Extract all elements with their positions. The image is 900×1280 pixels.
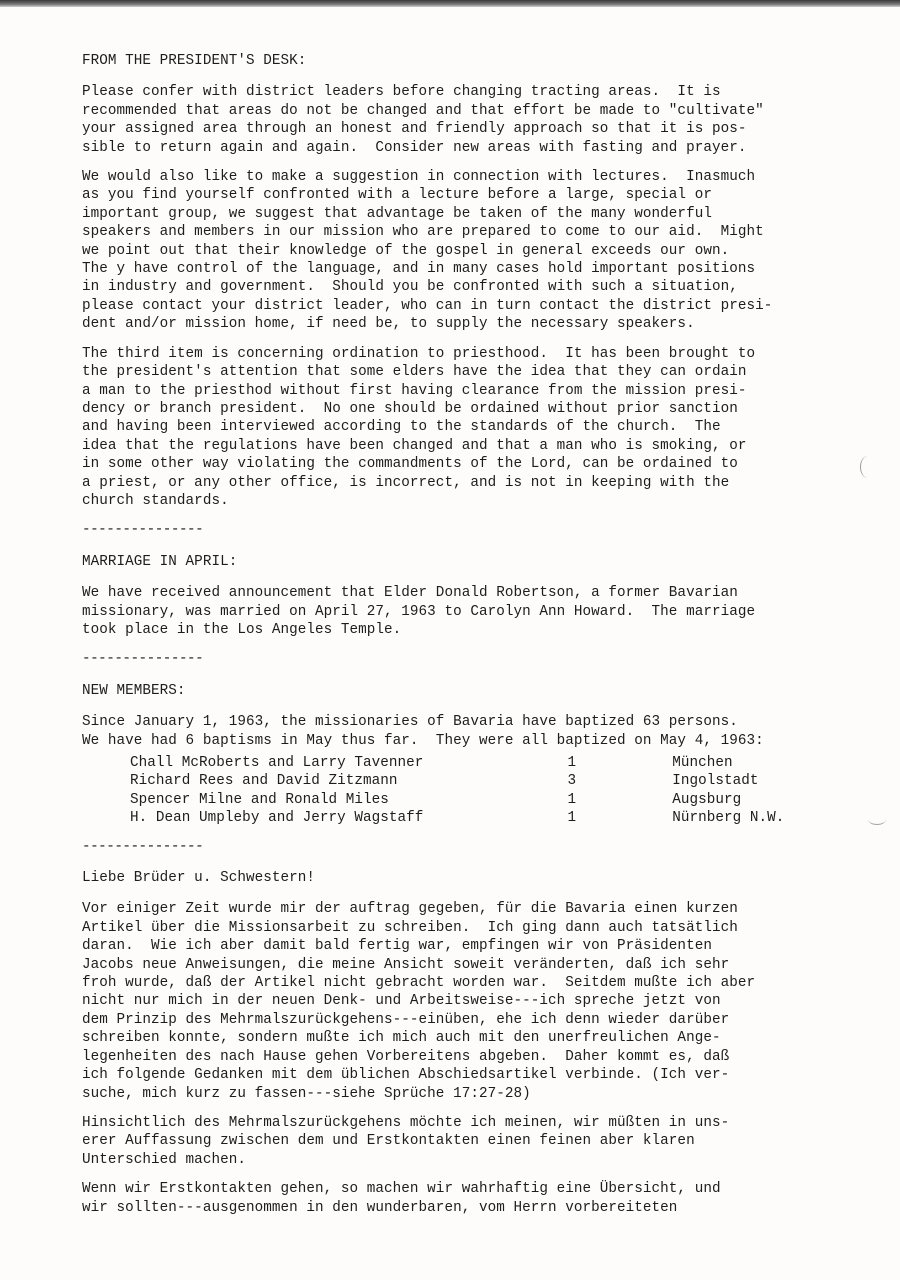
section-heading-presidents-desk: FROM THE PRESIDENT'S DESK: (82, 53, 307, 69)
text-line: in industry and government. Should you be confronted with such a situation, (82, 279, 738, 296)
baptism-count-cell: 1 (567, 791, 577, 808)
margin-pencil-mark (860, 456, 875, 478)
table-row (130, 754, 872, 772)
section-heading-marriage: MARRIAGE IN APRIL: (82, 553, 238, 570)
city-cell: Augsburg (672, 791, 742, 808)
section-separator: --------------- (82, 651, 204, 668)
text-line: the president's attention that some elders have the idea that they can ordain (82, 364, 747, 381)
text-line: We have received announcement that Elder Donald Robertson, a former Bavarian (82, 585, 738, 602)
text-line: froh wurde, daß der Artikel nicht gebracht worden war. Seitdem mußte ich aber (82, 975, 756, 992)
text-line: legenheiten des nach Hause gehen Vorbereitens abgeben. Daher kommt es, daß (82, 1048, 730, 1065)
paragraph-new-members (82, 713, 872, 750)
text-line: Artikel über die Missionsarbeit zu schreiben. Ich ging dann auch tatsätlich (82, 919, 738, 936)
paragraph-lectures (82, 168, 872, 334)
text-line: nicht nur mich in der neuen Denk- und Arbeitsweise---ich spreche jetzt von (82, 993, 721, 1010)
missionary-names-cell: H. Dean Umpleby and Jerry Wagstaff (130, 810, 424, 827)
text-line: Please confer with district leaders before changing tracting areas. It is (82, 84, 721, 101)
text-line: your assigned area through an honest and friendly approach so that it is pos- (82, 121, 747, 138)
paragraph-tracting-areas (82, 83, 872, 157)
text-line: as you find yourself confronted with a lecture before a large, special or (82, 187, 712, 204)
table-row (130, 791, 872, 809)
scan-edge (0, 0, 900, 7)
city-cell: Nürnberg N.W. (672, 810, 785, 827)
greeting-line: Liebe Brüder u. Schwestern! (82, 870, 315, 887)
baptism-count-cell: 1 (567, 755, 577, 771)
table-row (130, 809, 872, 827)
text-line: and having been interviewed according to the standards of the church. The (82, 419, 721, 436)
city-cell: München (672, 755, 733, 771)
text-line: Jacobs neue Anweisungen, die meine Ansicht soweit veränderten, daß ich sehr (82, 956, 730, 973)
text-line: daran. Wie ich aber damit bald fertig war, empfingen wir von Präsidenten (82, 938, 712, 955)
text-line: dent and/or mission home, if need be, to supply the necessary speakers. (82, 316, 695, 333)
missionary-names-cell: Spencer Milne and Ronald Miles (130, 791, 389, 808)
text-line: The y have control of the language, and in many cases hold important positions (82, 261, 756, 278)
text-line: We would also like to make a suggestion in connection with lectures. Inasmuch (82, 169, 756, 186)
text-line: sible to return again and again. Consider new areas with fasting and prayer. (82, 139, 747, 156)
paragraph-german-first-contacts (82, 1180, 872, 1217)
text-line: Vor einiger Zeit wurde mir der auftrag gegeben, für die Bavaria einen kurzen (82, 901, 738, 918)
section-heading-new-members: NEW MEMBERS: (82, 682, 186, 699)
text-line: ich folgende Gedanken mit dem üblichen Abschiedsartikel verbinde. (Ich ver- (82, 1067, 730, 1084)
text-line: recommended that areas do not be changed and that effort be made to "cultivate" (82, 102, 764, 119)
table-row (130, 772, 872, 790)
text-line: missionary, was married on April 27, 1963 to Carolyn Ann Howard. The marriage (82, 603, 756, 620)
text-line: Unterschied machen. (82, 1151, 246, 1168)
section-separator: --------------- (82, 522, 204, 539)
text-line: dency or branch president. No one should be ordained without prior sanction (82, 400, 738, 417)
text-line: please contact your district leader, who can in turn contact the district presi- (82, 297, 773, 314)
text-line: in some other way violating the commandments of the Lord, can be ordained to (82, 456, 738, 473)
baptism-count-cell: 3 (567, 773, 577, 790)
text-line: Wenn wir Erstkontakten gehen, so machen wir wahrhaftig eine Übersicht, und (82, 1181, 721, 1198)
city-cell: Ingolstadt (672, 773, 759, 790)
paragraph-german-intro (82, 900, 872, 1102)
text-line: We have had 6 baptisms in May thus far. They were all baptized on May 4, 1963: (82, 732, 764, 749)
missionary-names-cell: Chall McRoberts and Larry Tavenner (130, 755, 424, 771)
paragraph-ordination (82, 345, 872, 511)
text-line: church standards. (82, 492, 229, 509)
text-line: speakers and members in our mission who are prepared to come to our aid. Might (82, 224, 764, 241)
baptism-roster-table (130, 754, 872, 828)
text-line: Since January 1, 1963, the missionaries of Bavaria have baptized 63 persons. (82, 714, 738, 731)
text-line: The third item is concerning ordination to priesthood. It has been brought to (82, 345, 756, 362)
paragraph-german-distinction (82, 1114, 872, 1169)
paragraph-marriage (82, 584, 872, 639)
text-line: we point out that their knowledge of the gospel in general exceeds our own. (82, 242, 730, 259)
text-line: took place in the Los Angeles Temple. (82, 621, 402, 638)
text-line: Hinsichtlich des Mehrmalszurückgehens möchte ich meinen, wir müßten in uns- (82, 1114, 730, 1131)
text-line: important group, we suggest that advantage be taken of the many wonderful (82, 205, 712, 222)
text-line: erer Auffassung zwischen dem und Erstkontakten einen feinen aber klaren (82, 1133, 695, 1150)
text-line: a priest, or any other office, is incorrect, and is not in keeping with the (82, 474, 730, 491)
text-line: schreiben konnte, sondern mußte ich mich auch mit den unerfreulichen Ange- (82, 1030, 721, 1047)
margin-pencil-mark (868, 814, 886, 825)
text-line: dem Prinzip des Mehrmalszurückgehens---einüben, ehe ich denn wieder darüber (82, 1011, 730, 1028)
text-line: wir sollten---ausgenommen in den wunderbaren, vom Herrn vorbereiteten (82, 1199, 678, 1216)
section-separator: --------------- (82, 838, 204, 855)
text-line: suche, mich kurz zu fassen---siehe Sprüche 17:27-28) (82, 1085, 531, 1102)
baptism-count-cell: 1 (567, 810, 577, 827)
text-line: a man to the priesthod without first having clearance from the mission presi- (82, 382, 747, 399)
newsletter-body (82, 52, 872, 1228)
missionary-names-cell: Richard Rees and David Zitzmann (130, 773, 398, 790)
text-line: idea that the regulations have been changed and that a man who is smoking, or (82, 437, 747, 454)
